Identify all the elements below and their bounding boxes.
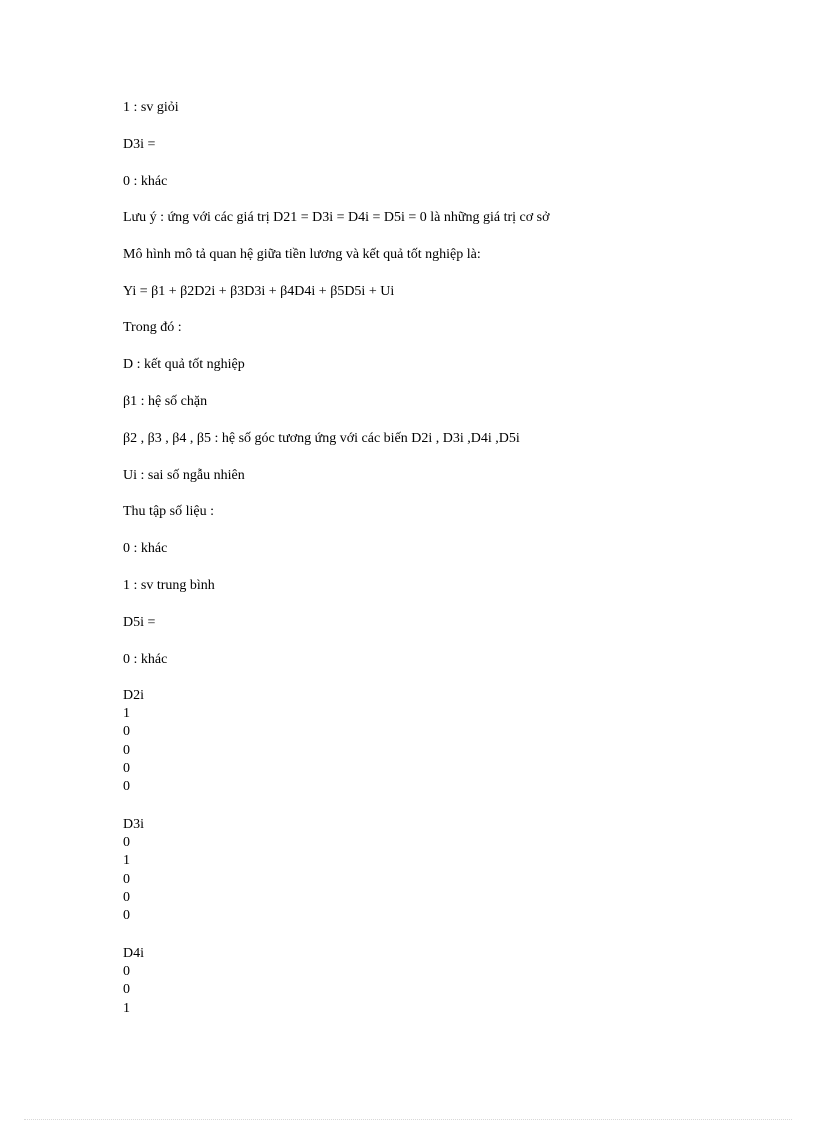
column-value: 0: [123, 760, 130, 776]
paragraph-5: Mô hình mô tả quan hệ giữa tiền lương và kết quả tốt nghiệp là:: [123, 247, 481, 262]
paragraph-15: D5i =: [123, 615, 156, 630]
column-value: 0: [123, 742, 130, 758]
column-value: 0: [123, 964, 130, 980]
table-column-d3i: [123, 816, 144, 925]
table-column-d2i: [123, 687, 144, 796]
paragraph-10: β2 , β3 , β4 , β5 : hệ số góc tương ứng với các biến D2i , D3i ,D4i ,D5i: [123, 431, 520, 446]
column-value: 0: [123, 724, 130, 740]
paragraph-9: β1 : hệ số chặn: [123, 394, 208, 409]
column-value: 0: [123, 908, 130, 924]
paragraph-12: Thu tập số liệu :: [123, 504, 214, 519]
paragraph-11: Ui : sai số ngẫu nhiên: [123, 468, 245, 483]
column-value: 1: [123, 1000, 130, 1016]
column-header: D4i: [123, 946, 144, 961]
column-value: 1: [123, 853, 130, 869]
column-value: 0: [123, 779, 130, 795]
page-bottom-border: [24, 1119, 792, 1120]
column-value: 0: [123, 889, 130, 905]
paragraph-8: D : kết quả tốt nghiệp: [123, 357, 245, 372]
column-value: 1: [123, 706, 130, 722]
column-header: D3i: [123, 817, 144, 832]
paragraph-7: Trong đó :: [123, 320, 182, 335]
paragraph-16: 0 : khác: [123, 652, 168, 667]
paragraph-2: D3i =: [123, 137, 156, 152]
column-value: 0: [123, 982, 130, 998]
column-value: 0: [123, 871, 130, 887]
column-header: D2i: [123, 688, 144, 703]
paragraph-1: 1 : sv giỏi: [123, 100, 179, 115]
paragraph-4: Lưu ý : ứng với các giá trị D21 = D3i = D4i = D5i = 0 là những giá trị cơ sở: [123, 210, 550, 225]
table-column-d4i: [123, 945, 144, 1018]
equation: Yi = β1 + β2D2i + β3D3i + β4D4i + β5D5i + Ui: [123, 284, 395, 299]
column-value: 0: [123, 835, 130, 851]
paragraph-14: 1 : sv trung bình: [123, 578, 215, 593]
paragraph-13: 0 : khác: [123, 541, 168, 556]
paragraph-3: 0 : khác: [123, 174, 168, 189]
